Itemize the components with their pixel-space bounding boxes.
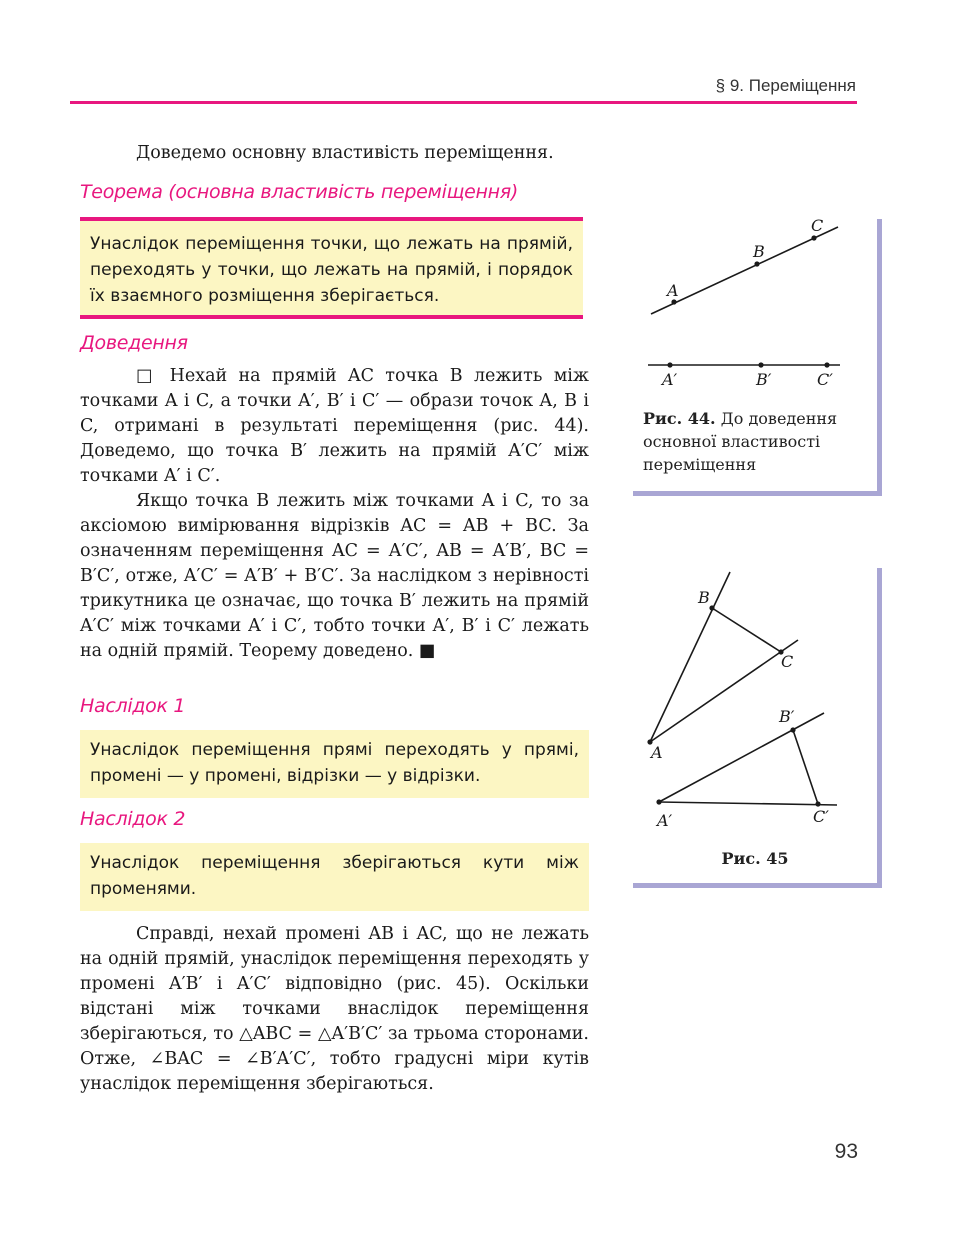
label-b: B <box>698 588 710 607</box>
proof-paragraph-1: □ Нехай на прямій AC точка B лежить між точками A і C, а точки A′, B′ і C′ — образи точок A, B і C, отримані в результаті переміщення (рис. 44). Доведемо, що точка B′ лежить на прямій A′C′ між точками A′ і C′. <box>80 366 589 486</box>
segment-bc <box>712 608 781 652</box>
running-head: § 9. Переміщення <box>715 76 856 95</box>
header-rule <box>70 101 857 104</box>
corollary-2-statement: Унаслідок переміщення зберігаються кути між променями. <box>90 853 579 899</box>
figure-44-drawing <box>633 216 877 389</box>
label-c1: C′ <box>813 807 829 826</box>
figure-44-caption <box>643 407 868 476</box>
ray-ac <box>650 640 798 742</box>
corollary-1-statement: Унаслідок переміщення прямі переходять у прямі, промені — у промені, відрізки — у відрізки. <box>90 740 579 786</box>
label-a: A <box>651 743 663 762</box>
label-b1: B′ <box>779 707 795 726</box>
point-b <box>709 605 714 610</box>
label-a1: A′ <box>662 370 678 389</box>
page-number: 93 <box>834 1140 858 1163</box>
label-b: B <box>753 242 765 261</box>
point-c1 <box>824 362 829 367</box>
figure-45-frame <box>633 568 882 888</box>
label-a: A <box>667 281 679 300</box>
figure-44-caption-label: Рис. 44. <box>643 409 716 428</box>
point-c <box>811 235 816 240</box>
line-ac <box>651 227 838 314</box>
intro-text: Доведемо основну властивість переміщення. <box>136 143 554 163</box>
figure-45-drawing <box>633 568 877 838</box>
point-a1 <box>656 799 661 804</box>
ray-ab <box>650 572 730 742</box>
corollary-1-box <box>80 730 589 798</box>
point-b1 <box>758 362 763 367</box>
point-b <box>754 261 759 266</box>
theorem-box <box>80 217 583 319</box>
proof-title: Доведення <box>80 332 188 354</box>
label-b1: B′ <box>756 370 772 389</box>
point-b1 <box>790 727 795 732</box>
ray-a1c1 <box>659 802 837 805</box>
theorem-statement: Унаслідок переміщення точки, що лежать на прямій, переходять у точки, що лежать на прямій, і порядок їх взаємного розміщення зберігається. <box>90 234 573 306</box>
label-c: C <box>781 652 794 671</box>
segment-b1c1 <box>793 730 818 804</box>
point-a1 <box>667 362 672 367</box>
label-c1: C′ <box>817 370 833 389</box>
label-c: C <box>811 216 824 235</box>
figure-45-caption: Рис. 45 <box>721 849 789 868</box>
theorem-title: Теорема (основна властивість переміщення) <box>80 181 519 203</box>
proof-body <box>80 364 589 664</box>
figure-44-frame <box>633 216 882 496</box>
label-a1: A′ <box>657 811 673 830</box>
corollary-2-title: Наслідок 2 <box>80 808 186 830</box>
proof-paragraph-2: Якщо точка B лежить між точками A і C, то за аксіомою вимірювання відрізків AC = AB + BC. За означенням переміщення AC = A′C′, AB = A′B′, BC = B′C′, отже, A′C′ = A′B′ + B′C′. За наслідком з нерівності трикутника це означає, що точка B′ лежить на прямій A′C′ між точками A′ і C′, тобто точки A′, B′ і C′ лежать на одній прямій. Теорему доведено. ■ <box>80 491 589 661</box>
ray-a1b1 <box>659 713 824 802</box>
corollary-2-box <box>80 843 589 911</box>
point-a <box>671 299 676 304</box>
closing-text: Справді, нехай промені AB і AC, що не лежать на одній прямій, унаслідок переміщення переходять у промені A′B′ і A′C′ відповідно (рис. 45). Оскільки відстані між точками внаслідок переміщення зберігаються, то △ABC = △A′B′C′ за трьома сторонами. Отже, ∠BAC = ∠B′A′C′, тобто градусні міри кутів унаслідок переміщення зберігаються. <box>80 924 589 1094</box>
figure-44-caption-text: До доведення основної властивості переміщення <box>643 409 838 474</box>
corollary-1-title: Наслідок 1 <box>80 695 186 717</box>
point-c1 <box>815 801 820 806</box>
